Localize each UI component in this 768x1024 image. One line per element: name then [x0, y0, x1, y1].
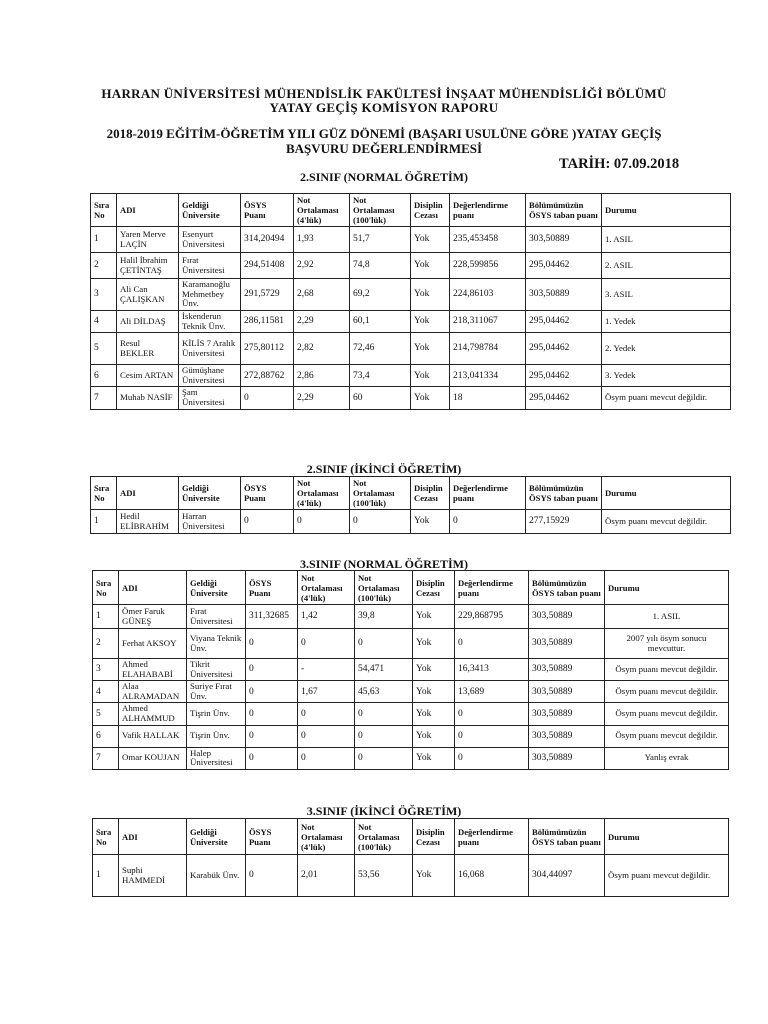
cell-disiplin-cezasi: Yok	[411, 387, 450, 409]
cell-not-ort-4: 0	[298, 747, 355, 769]
column-header-not-ort-4: Not Ortalaması (4'lük)	[294, 194, 350, 227]
column-header-osys-puani: ÖSYS Puanı	[241, 477, 294, 510]
cell-durumu: Ösym puanı mevcut değildir.	[602, 387, 731, 409]
cell-adi: Ali DİLDAŞ	[117, 311, 179, 333]
cell-durumu: Ösym puanı mevcut değildir.	[605, 659, 729, 681]
cell-taban-puani: 295,04462	[526, 387, 602, 409]
cell-osys-puani: 272,88762	[241, 365, 294, 387]
column-header-geldigi-universite: Geldiği Üniversite	[179, 194, 241, 227]
cell-adi: Omar KOUJAN	[119, 747, 187, 769]
cell-adi: Vafik HALLAK	[119, 725, 187, 747]
table-row	[93, 659, 729, 681]
cell-disiplin-cezasi: Yok	[413, 855, 455, 897]
column-header-disiplin-cezasi: Disiplin Cezası	[411, 194, 450, 227]
cell-adi: Suphi HAMMEDİ	[119, 855, 187, 897]
cell-sira-no: 6	[91, 365, 117, 387]
cell-disiplin-cezasi: Yok	[413, 725, 455, 747]
cell-geldigi-universite: Gümüşhane Üniversitesi	[179, 365, 241, 387]
column-header-taban-puani: Bölümümüzün ÖSYS taban puanı	[526, 194, 602, 227]
cell-not-ort-4: -	[298, 659, 355, 681]
column-header-degerlendirme-puani: Değerlendirme puanı	[455, 819, 529, 855]
table-row	[91, 253, 731, 279]
cell-taban-puani: 295,04462	[526, 253, 602, 279]
column-header-not-ort-100: Not Ortalaması (100'lük)	[350, 477, 411, 510]
cell-not-ort-4: 2,82	[294, 333, 350, 365]
cell-durumu: 2007 yılı ösym sonucu mevcuttur.	[605, 629, 729, 659]
cell-durumu: Yanlış evrak	[605, 747, 729, 769]
column-header-geldigi-universite: Geldiği Üniversite	[187, 571, 246, 605]
section-title: 2.SINIF (NORMAL ÖĞRETİM)	[300, 170, 468, 184]
cell-durumu: 2. Yedek	[602, 333, 731, 365]
cell-durumu: 1. ASIL	[605, 605, 729, 629]
cell-durumu: 1. Yedek	[602, 311, 731, 333]
cell-geldigi-universite: Fırat Üniversitesi	[179, 253, 241, 279]
cell-not-ort-4: 2,92	[294, 253, 350, 279]
cell-degerlendirme-puani: 16,3413	[455, 659, 529, 681]
column-header-durumu: Durumu	[602, 194, 731, 227]
cell-not-ort-4: 2,86	[294, 365, 350, 387]
cell-disiplin-cezasi: Yok	[413, 605, 455, 629]
column-header-adi: ADI	[117, 477, 179, 510]
cell-taban-puani: 303,50889	[529, 747, 605, 769]
cell-not-ort-4: 2,68	[294, 279, 350, 311]
column-header-durumu: Durumu	[605, 571, 729, 605]
cell-taban-puani: 295,04462	[526, 311, 602, 333]
cell-degerlendirme-puani: 16,068	[455, 855, 529, 897]
cell-taban-puani: 303,50889	[529, 605, 605, 629]
column-header-sira-no: Sıra No	[93, 571, 119, 605]
cell-sira-no: 1	[91, 227, 117, 253]
cell-degerlendirme-puani: 224,86103	[450, 279, 526, 311]
cell-geldigi-universite: Fırat Üniversitesi	[187, 605, 246, 629]
cell-durumu: Ösym puanı mevcut değildir.	[605, 681, 729, 703]
table-header-row	[93, 571, 729, 605]
table-row	[93, 747, 729, 769]
applicants-table	[90, 476, 731, 534]
column-header-taban-puani: Bölümümüzün ÖSYS taban puanı	[529, 571, 605, 605]
cell-degerlendirme-puani: 228,599856	[450, 253, 526, 279]
cell-degerlendirme-puani: 214,798784	[450, 333, 526, 365]
cell-not-ort-100: 73,4	[350, 365, 411, 387]
section-title: 3.SINIF (NORMAL ÖĞRETİM)	[300, 557, 468, 571]
column-header-geldigi-universite: Geldiği Üniversite	[187, 819, 246, 855]
cell-degerlendirme-puani: 218,311067	[450, 311, 526, 333]
cell-sira-no: 5	[91, 333, 117, 365]
report-subtitle-line1: 2018-2019 EĞİTİM-ÖĞRETİM YILI GÜZ DÖNEMİ (BAŞARI USULÜNE GÖRE )YATAY GEÇİŞ	[106, 126, 662, 141]
column-header-not-ort-4: Not Ortalaması (4'lük)	[298, 819, 355, 855]
column-header-adi: ADI	[119, 571, 187, 605]
report-title-line1: HARRAN ÜNİVERSİTESİ MÜHENDİSLİK FAKÜLTESİ İNŞAAT MÜHENDİSLİĞİ BÖLÜMÜ	[101, 86, 667, 101]
cell-not-ort-4: 0	[298, 703, 355, 725]
cell-adi: Ahmed ELAHABABİ	[119, 659, 187, 681]
table-row	[91, 279, 731, 311]
cell-disiplin-cezasi: Yok	[411, 333, 450, 365]
table-header-row	[91, 194, 731, 227]
cell-taban-puani: 303,50889	[529, 659, 605, 681]
cell-degerlendirme-puani: 13,689	[455, 681, 529, 703]
cell-taban-puani: 303,50889	[529, 703, 605, 725]
cell-geldigi-universite: Viyana Teknik Ünv.	[187, 629, 246, 659]
table-row	[91, 227, 731, 253]
column-header-disiplin-cezasi: Disiplin Cezası	[413, 571, 455, 605]
cell-not-ort-100: 0	[355, 629, 413, 659]
cell-osys-puani: 0	[246, 747, 298, 769]
cell-disiplin-cezasi: Yok	[413, 659, 455, 681]
cell-osys-puani: 275,80112	[241, 333, 294, 365]
cell-sira-no: 7	[93, 747, 119, 769]
cell-geldigi-universite: Tişrin Ünv.	[187, 703, 246, 725]
cell-not-ort-100: 60	[350, 387, 411, 409]
cell-osys-puani: 311,32685	[246, 605, 298, 629]
cell-disiplin-cezasi: Yok	[413, 747, 455, 769]
cell-degerlendirme-puani: 0	[455, 747, 529, 769]
cell-osys-puani: 314,20494	[241, 227, 294, 253]
cell-not-ort-100: 51,7	[350, 227, 411, 253]
cell-osys-puani: 294,51408	[241, 253, 294, 279]
cell-osys-puani: 0	[246, 725, 298, 747]
cell-geldigi-universite: İskenderun Teknik Ünv.	[179, 311, 241, 333]
cell-disiplin-cezasi: Yok	[413, 703, 455, 725]
column-header-not-ort-4: Not Ortalaması (4'lük)	[294, 477, 350, 510]
column-header-osys-puani: ÖSYS Puanı	[241, 194, 294, 227]
cell-osys-puani: 0	[246, 681, 298, 703]
cell-adi: Alaa ALRAMADAN	[119, 681, 187, 703]
cell-not-ort-100: 0	[355, 725, 413, 747]
cell-adi: Hedil ELİBRAHİM	[117, 510, 179, 534]
table-row	[93, 855, 729, 897]
cell-taban-puani: 304,44097	[529, 855, 605, 897]
cell-adi: Resul BEKLER	[117, 333, 179, 365]
report-subtitle-line2: BAŞVURU DEĞERLENDİRMESİ	[285, 141, 483, 156]
cell-geldigi-universite: Karamanoğlu Mehmetbey Ünv.	[179, 279, 241, 311]
report-date: TARİH: 07.09.2018	[559, 156, 680, 172]
section-title: 3.SINIF (İKİNCİ ÖĞRETİM)	[306, 804, 462, 818]
applicants-table	[92, 818, 729, 897]
cell-sira-no: 5	[93, 703, 119, 725]
column-header-sira-no: Sıra No	[93, 819, 119, 855]
cell-not-ort-100: 60,1	[350, 311, 411, 333]
cell-not-ort-100: 0	[355, 703, 413, 725]
cell-disiplin-cezasi: Yok	[411, 365, 450, 387]
cell-degerlendirme-puani: 18	[450, 387, 526, 409]
table-header-row	[93, 819, 729, 855]
cell-sira-no: 1	[91, 510, 117, 534]
cell-disiplin-cezasi: Yok	[411, 253, 450, 279]
column-header-durumu: Durumu	[602, 477, 731, 510]
table-row	[93, 681, 729, 703]
table-row	[93, 605, 729, 629]
cell-sira-no: 2	[93, 629, 119, 659]
column-header-adi: ADI	[119, 819, 187, 855]
cell-disiplin-cezasi: Yok	[411, 227, 450, 253]
cell-taban-puani: 303,50889	[529, 725, 605, 747]
cell-durumu: 1. ASIL	[602, 227, 731, 253]
column-header-sira-no: Sıra No	[91, 477, 117, 510]
cell-geldigi-universite: Şam Üniversitesi	[179, 387, 241, 409]
cell-geldigi-universite: Karabük Ünv.	[187, 855, 246, 897]
cell-not-ort-100: 0	[355, 747, 413, 769]
cell-adi: Muhab NASİF	[117, 387, 179, 409]
cell-osys-puani: 0	[246, 855, 298, 897]
cell-degerlendirme-puani: 0	[450, 510, 526, 534]
cell-not-ort-4: 2,01	[298, 855, 355, 897]
cell-osys-puani: 286,11581	[241, 311, 294, 333]
cell-geldigi-universite: Halep Üniversitesi	[187, 747, 246, 769]
cell-sira-no: 4	[93, 681, 119, 703]
cell-osys-puani: 0	[246, 703, 298, 725]
table-row	[93, 703, 729, 725]
cell-not-ort-4: 1,67	[298, 681, 355, 703]
cell-degerlendirme-puani: 229,868795	[455, 605, 529, 629]
cell-taban-puani: 303,50889	[526, 227, 602, 253]
cell-degerlendirme-puani: 0	[455, 703, 529, 725]
cell-not-ort-100: 0	[350, 510, 411, 534]
column-header-geldigi-universite: Geldiği Üniversite	[179, 477, 241, 510]
column-header-disiplin-cezasi: Disiplin Cezası	[411, 477, 450, 510]
cell-osys-puani: 0	[241, 510, 294, 534]
column-header-degerlendirme-puani: Değerlendirme puanı	[450, 477, 526, 510]
cell-sira-no: 7	[91, 387, 117, 409]
applicants-table	[90, 193, 731, 410]
table-header-row	[91, 477, 731, 510]
cell-disiplin-cezasi: Yok	[413, 629, 455, 659]
column-header-not-ort-100: Not Ortalaması (100'lük)	[355, 571, 413, 605]
cell-adi: Ahmed ALHAMMUD	[119, 703, 187, 725]
cell-not-ort-4: 2,29	[294, 311, 350, 333]
table-row	[91, 387, 731, 409]
cell-taban-puani: 303,50889	[529, 681, 605, 703]
cell-geldigi-universite: Tişrin Ünv.	[187, 725, 246, 747]
column-header-osys-puani: ÖSYS Puanı	[246, 819, 298, 855]
column-header-taban-puani: Bölümümüzün ÖSYS taban puanı	[529, 819, 605, 855]
column-header-degerlendirme-puani: Değerlendirme puanı	[450, 194, 526, 227]
column-header-sira-no: Sıra No	[91, 194, 117, 227]
cell-durumu: 3. ASIL	[602, 279, 731, 311]
cell-taban-puani: 295,04462	[526, 365, 602, 387]
cell-degerlendirme-puani: 213,041334	[450, 365, 526, 387]
cell-disiplin-cezasi: Yok	[413, 681, 455, 703]
cell-not-ort-100: 74,8	[350, 253, 411, 279]
table-row	[91, 311, 731, 333]
cell-not-ort-100: 54,471	[355, 659, 413, 681]
cell-taban-puani: 303,50889	[526, 279, 602, 311]
cell-durumu: Ösym puanı mevcut değildir.	[605, 703, 729, 725]
cell-sira-no: 3	[93, 659, 119, 681]
column-header-adi: ADI	[117, 194, 179, 227]
cell-disiplin-cezasi: Yok	[411, 279, 450, 311]
column-header-not-ort-100: Not Ortalaması (100'lük)	[355, 819, 413, 855]
cell-taban-puani: 303,50889	[529, 629, 605, 659]
table-row	[91, 365, 731, 387]
cell-not-ort-100: 39,8	[355, 605, 413, 629]
cell-adi: Ömer Faruk GÜNEŞ	[119, 605, 187, 629]
cell-adi: Halil İbrahim ÇETİNTAŞ	[117, 253, 179, 279]
cell-osys-puani: 0	[246, 659, 298, 681]
cell-geldigi-universite: KİLİS 7 Aralık Üniversitesi	[179, 333, 241, 365]
cell-sira-no: 1	[93, 855, 119, 897]
cell-not-ort-4: 0	[298, 629, 355, 659]
cell-osys-puani: 0	[241, 387, 294, 409]
cell-not-ort-100: 69,2	[350, 279, 411, 311]
cell-disiplin-cezasi: Yok	[411, 311, 450, 333]
cell-degerlendirme-puani: 235,453458	[450, 227, 526, 253]
cell-geldigi-universite: Harran Üniversitesi	[179, 510, 241, 534]
cell-sira-no: 3	[91, 279, 117, 311]
cell-sira-no: 1	[93, 605, 119, 629]
applicants-table	[92, 570, 729, 770]
cell-not-ort-100: 72,46	[350, 333, 411, 365]
column-header-degerlendirme-puani: Değerlendirme puanı	[455, 571, 529, 605]
column-header-disiplin-cezasi: Disiplin Cezası	[413, 819, 455, 855]
cell-taban-puani: 277,15929	[526, 510, 602, 534]
cell-durumu: 2. ASIL	[602, 253, 731, 279]
table-row	[93, 629, 729, 659]
cell-adi: Yaren Merve LAÇİN	[117, 227, 179, 253]
cell-osys-puani: 0	[246, 629, 298, 659]
cell-durumu: 3. Yedek	[602, 365, 731, 387]
cell-sira-no: 2	[91, 253, 117, 279]
cell-not-ort-4: 0	[294, 510, 350, 534]
column-header-not-ort-4: Not Ortalaması (4'lük)	[298, 571, 355, 605]
cell-geldigi-universite: Esenyurt Üniversitesi	[179, 227, 241, 253]
column-header-durumu: Durumu	[605, 819, 729, 855]
cell-degerlendirme-puani: 0	[455, 629, 529, 659]
cell-sira-no: 6	[93, 725, 119, 747]
column-header-osys-puani: ÖSYS Puanı	[246, 571, 298, 605]
section-title: 2.SINIF (İKİNCİ ÖĞRETİM)	[306, 462, 462, 476]
table-row	[93, 725, 729, 747]
cell-geldigi-universite: Tikrit Üniversitesi	[187, 659, 246, 681]
cell-durumu: Ösym puanı mevcut değildir.	[602, 510, 731, 534]
cell-not-ort-100: 45,63	[355, 681, 413, 703]
column-header-taban-puani: Bölümümüzün ÖSYS taban puanı	[526, 477, 602, 510]
cell-adi: Ali Can ÇALIŞKAN	[117, 279, 179, 311]
table-row	[91, 333, 731, 365]
cell-durumu: Ösym puanı mevcut değildir.	[605, 855, 729, 897]
cell-geldigi-universite: Suriye Fırat Ünv.	[187, 681, 246, 703]
cell-taban-puani: 295,04462	[526, 333, 602, 365]
cell-degerlendirme-puani: 0	[455, 725, 529, 747]
report-title-line2: YATAY GEÇİŞ KOMİSYON RAPORU	[269, 100, 499, 115]
cell-adi: Ferhat AKSOY	[119, 629, 187, 659]
table-row	[91, 510, 731, 534]
cell-osys-puani: 291,5729	[241, 279, 294, 311]
column-header-not-ort-100: Not Ortalaması (100'lük)	[350, 194, 411, 227]
cell-not-ort-100: 53,56	[355, 855, 413, 897]
cell-sira-no: 4	[91, 311, 117, 333]
cell-not-ort-4: 1,93	[294, 227, 350, 253]
cell-not-ort-4: 1,42	[298, 605, 355, 629]
cell-not-ort-4: 2,29	[294, 387, 350, 409]
cell-adi: Cesim ARTAN	[117, 365, 179, 387]
cell-disiplin-cezasi: Yok	[411, 510, 450, 534]
cell-not-ort-4: 0	[298, 725, 355, 747]
cell-durumu: Ösym puanı mevcut değildir.	[605, 725, 729, 747]
